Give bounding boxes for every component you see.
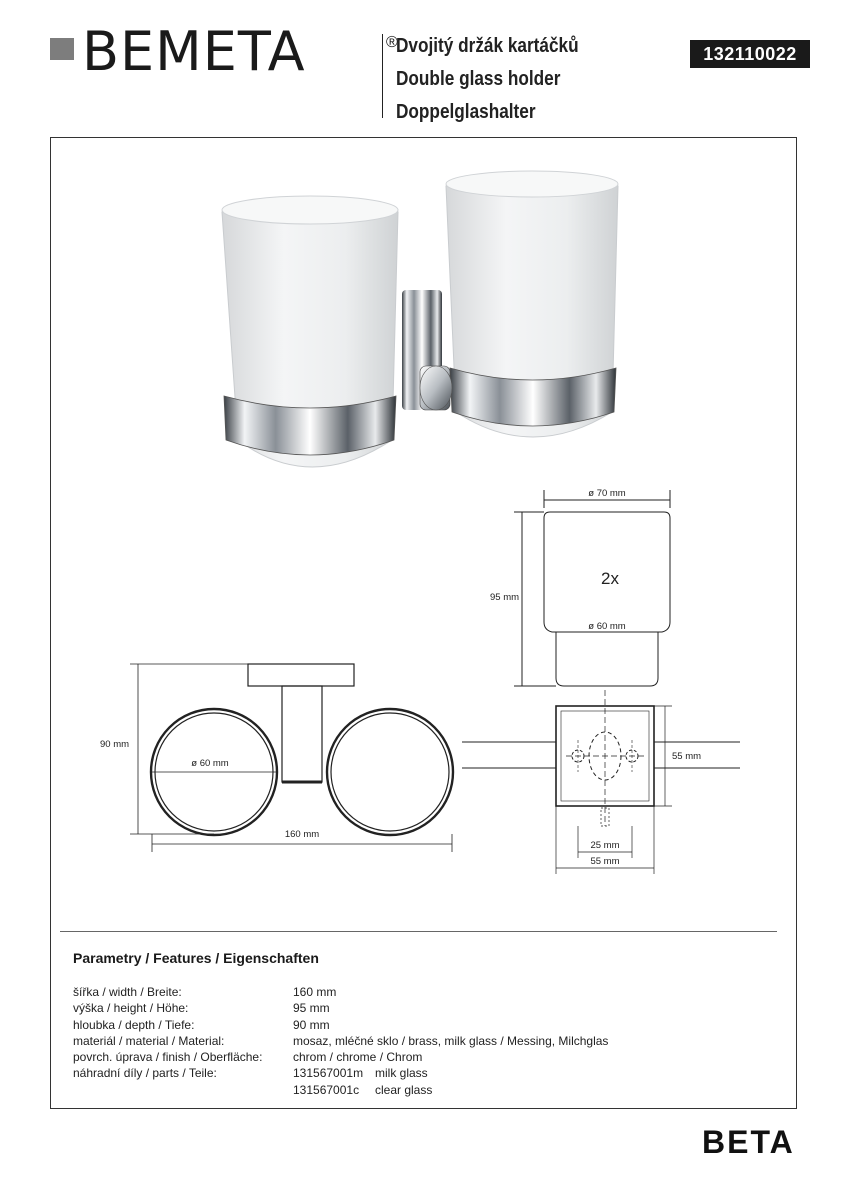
dim-glass-height: 95 mm (490, 592, 520, 603)
features-separator (60, 931, 777, 932)
spec-value: 95 mm (293, 1001, 330, 1016)
table-row (73, 1065, 608, 1081)
table-row (73, 1049, 608, 1065)
spec-label: materiál / material / Material: (73, 1033, 225, 1048)
spec-value: 131567001c (293, 1082, 360, 1097)
dim-front-width: 160 mm (284, 829, 320, 840)
brand-name: BEMETA (82, 20, 306, 83)
title-german: Doppelglashalter (396, 101, 536, 123)
product-code: 132110022 (690, 40, 810, 68)
glass-drawing (514, 490, 670, 686)
spec-value: mosaz, mléčné sklo / brass, milk glass / Messing, Milchglas (293, 1033, 609, 1048)
glass-multiplier: 2x (601, 569, 619, 588)
spec-extra: clear glass (375, 1082, 433, 1097)
product-photo (222, 171, 618, 467)
front-view-drawing (130, 664, 453, 852)
spec-value: 131567001m (293, 1066, 364, 1081)
spec-label: povrch. úprava / finish / Oberfläche: (73, 1050, 263, 1065)
dim-base-width: 55 mm (590, 856, 620, 867)
dim-base-side: 55 mm (672, 751, 702, 762)
spec-value: 160 mm (293, 985, 337, 999)
dim-glass-top-diameter: ø 70 mm (588, 488, 626, 499)
spec-label: náhradní díly / parts / Teile: (73, 1066, 217, 1081)
table-row (73, 1033, 608, 1049)
table-row (73, 984, 608, 1000)
table-row (73, 1000, 608, 1016)
dim-hole-spacing: 25 mm (590, 840, 620, 851)
features-table (73, 984, 608, 1098)
title-czech: Dvojitý držák kartáčků (396, 35, 579, 57)
spec-value: chrom / chrome / Chrom (293, 1050, 423, 1065)
dim-ring-diameter: ø 60 mm (191, 758, 229, 769)
spec-label: výška / height / Höhe: (73, 1001, 189, 1016)
features-title: Parametry / Features / Eigenschaften (73, 950, 319, 966)
spec-label: šířka / width / Breite: (73, 985, 182, 999)
table-row (73, 1082, 608, 1098)
spec-label (73, 1082, 293, 1098)
series-name: BETA (702, 1124, 795, 1160)
dim-front-height: 90 mm (100, 739, 130, 750)
spec-value: 90 mm (293, 1017, 330, 1032)
table-row (73, 1017, 608, 1033)
spec-extra: milk glass (375, 1066, 428, 1081)
dim-glass-bottom-diameter: ø 60 mm (588, 621, 626, 632)
spec-label: hloubka / depth / Tiefe: (73, 1017, 195, 1032)
title-english: Double glass holder (396, 68, 561, 90)
registered-mark: ® (386, 34, 398, 51)
